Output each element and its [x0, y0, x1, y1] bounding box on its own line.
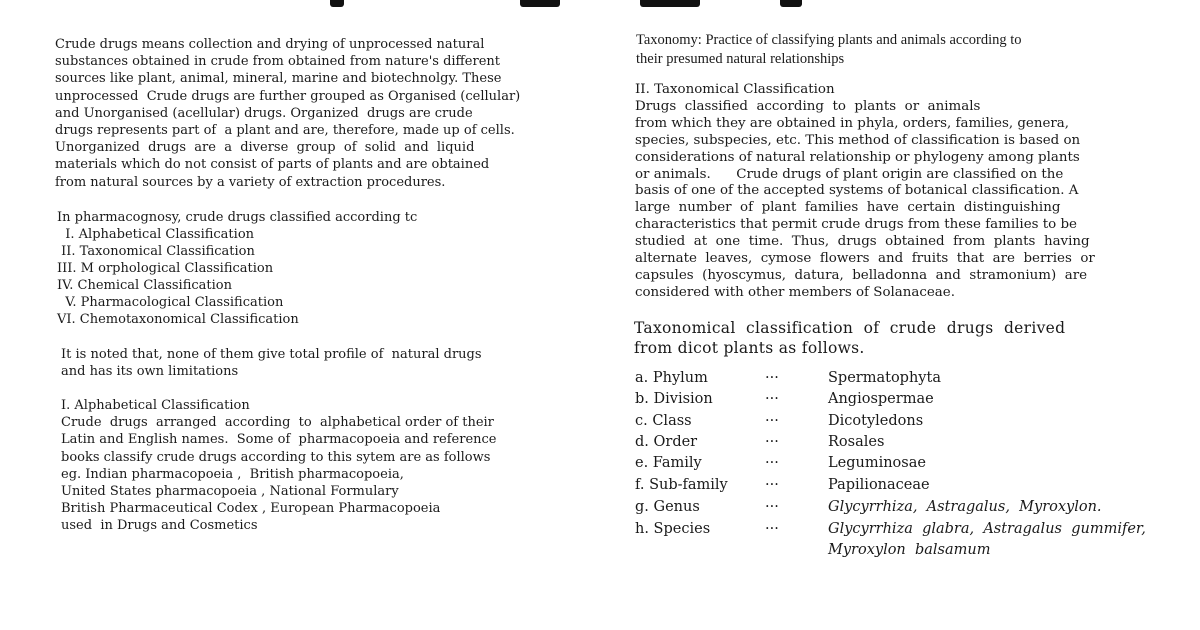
text-line: eg. Indian pharmacopoeia , British pharmacopoeia,: [61, 466, 404, 482]
separator-dots: ···: [765, 499, 779, 515]
text-line: species, subspecies, etc. This method of classification is based on: [635, 132, 1081, 148]
text-line: It is noted that, none of them give total profile of natural drugs: [61, 347, 482, 362]
text-line: United States pharmacopoeia , National Formulary: [61, 484, 399, 500]
text-line: capsules (hyoscymus, datura, belladonna and stramonium) are: [635, 267, 1088, 283]
rank-value: Angiospermae: [828, 391, 934, 407]
text-line: III. M orphological Classification: [57, 261, 274, 276]
rank-value: Glycyrrhiza, Astragalus, Myroxylon.: [828, 499, 1102, 515]
rank-label: e. Family: [635, 455, 702, 471]
title-fragment: [520, 0, 560, 7]
text-line: alternate leaves, cymose flowers and fruits that are berries or: [635, 251, 1095, 267]
rank-label: h. Species: [635, 521, 711, 537]
text-line: British Pharmaceutical Codex , European Pharmacopoeia: [61, 501, 441, 517]
rank-value: Rosales: [828, 434, 885, 450]
rank-label: d. Order: [635, 434, 698, 450]
separator-dots: ···: [765, 434, 779, 450]
text-line: from which they are obtained in phyla, orders, families, genera,: [635, 115, 1070, 131]
title-fragment: [640, 0, 700, 7]
dicot-heading: [634, 318, 1065, 358]
text-line: or animals. Crude drugs of plant origin are classified on the: [635, 166, 1064, 182]
separator-dots: ···: [765, 413, 779, 429]
text-line: II. Taxonomical Classification: [57, 244, 255, 259]
text-line: In pharmacognosy, crude drugs classified according tc: [57, 210, 418, 225]
text-line: Crude drugs arranged according to alphabetical order of their: [61, 415, 494, 431]
text-line: materials which do not consist of parts of plants and are obtained: [55, 157, 490, 173]
rank-value: Leguminosae: [828, 455, 926, 471]
text-line: from dicot plants as follows.: [634, 339, 865, 357]
text-line: V. Pharmacological Classification: [57, 295, 284, 310]
rank-value: Glycyrrhiza glabra, Astragalus gummifer,: [828, 521, 1146, 537]
text-line: IV. Chemical Classification: [57, 278, 232, 293]
text-line: studied at one time. Thus, drugs obtained from plants having: [635, 234, 1090, 250]
text-line: considerations of natural relationship or phylogeny among plants: [635, 149, 1080, 165]
text-line: Drugs classified according to plants or animals: [635, 98, 981, 114]
rank-label: c. Class: [635, 413, 692, 429]
taxonomical-classification: [635, 82, 1095, 302]
limitations-note: [61, 346, 482, 380]
text-line: I. Alphabetical Classification: [57, 227, 255, 242]
text-line: unprocessed Crude drugs are further grouped as Organised (cellular): [55, 88, 521, 104]
rank-label: b. Division: [635, 391, 713, 407]
text-line: and Unorganised (acellular) drugs. Organized drugs are crude: [55, 105, 473, 121]
text-line: Crude drugs means collection and drying of unprocessed natural: [55, 37, 485, 52]
text-line: Latin and English names. Some of pharmacopoeia and reference: [61, 432, 497, 448]
text-line: used in Drugs and Cosmetics: [61, 518, 258, 534]
text-line: substances obtained in crude from obtained from nature's different: [55, 54, 500, 70]
text-line: II. Taxonomical Classification: [635, 82, 835, 97]
text-line: sources like plant, animal, mineral, marine and biotechnolgy. These: [55, 71, 502, 87]
separator-dots: ···: [765, 391, 779, 407]
separator-dots: ···: [765, 455, 779, 471]
text-line: I. Alphabetical Classification: [61, 398, 250, 413]
text-line: drugs represents part of a plant and are, therefore, made up of cells.: [55, 123, 515, 139]
text-line: basis of one of the accepted systems of botanical classification. A: [635, 183, 1079, 199]
rank-value: Papilionaceae: [828, 477, 930, 493]
crude-drugs-intro: [55, 36, 520, 191]
text-line: characteristics that permit crude drugs from these families to be: [635, 217, 1077, 233]
text-line: and has its own limitations: [61, 364, 239, 380]
text-line: large number of plant families have certain distinguishing: [635, 200, 1061, 216]
rank-value: Myroxylon balsamum: [828, 542, 991, 558]
rank-value: Dicotyledons: [828, 413, 924, 429]
rank-label: f. Sub-family: [635, 477, 728, 493]
text-line: Unorganized drugs are a diverse group of solid and liquid: [55, 140, 475, 156]
text-line: VI. Chemotaxonomical Classification: [57, 312, 299, 327]
taxonomy-definition: [636, 31, 1022, 69]
text-line: Taxonomy: Practice of classifying plants and animals according to: [636, 32, 1022, 48]
text-line: from natural sources by a variety of extraction procedures.: [55, 174, 446, 190]
text-line: considered with other members of Solanaceae.: [635, 284, 955, 300]
text-line: Taxonomical classification of crude drugs derived: [634, 319, 1066, 337]
text-line: their presumed natural relationships: [636, 51, 845, 67]
title-fragment: [780, 0, 802, 7]
text-line: books classify crude drugs according to this sytem are as follows: [61, 449, 491, 465]
rank-label: g. Genus: [635, 499, 700, 515]
separator-dots: ···: [765, 521, 779, 537]
separator-dots: ···: [765, 370, 779, 386]
title-fragment: [330, 0, 344, 7]
separator-dots: ···: [765, 477, 779, 493]
rank-label: a. Phylum: [635, 370, 708, 386]
alphabetical-classification: [61, 397, 497, 535]
classification-list: [57, 209, 417, 328]
rank-value: Spermatophyta: [828, 370, 941, 386]
